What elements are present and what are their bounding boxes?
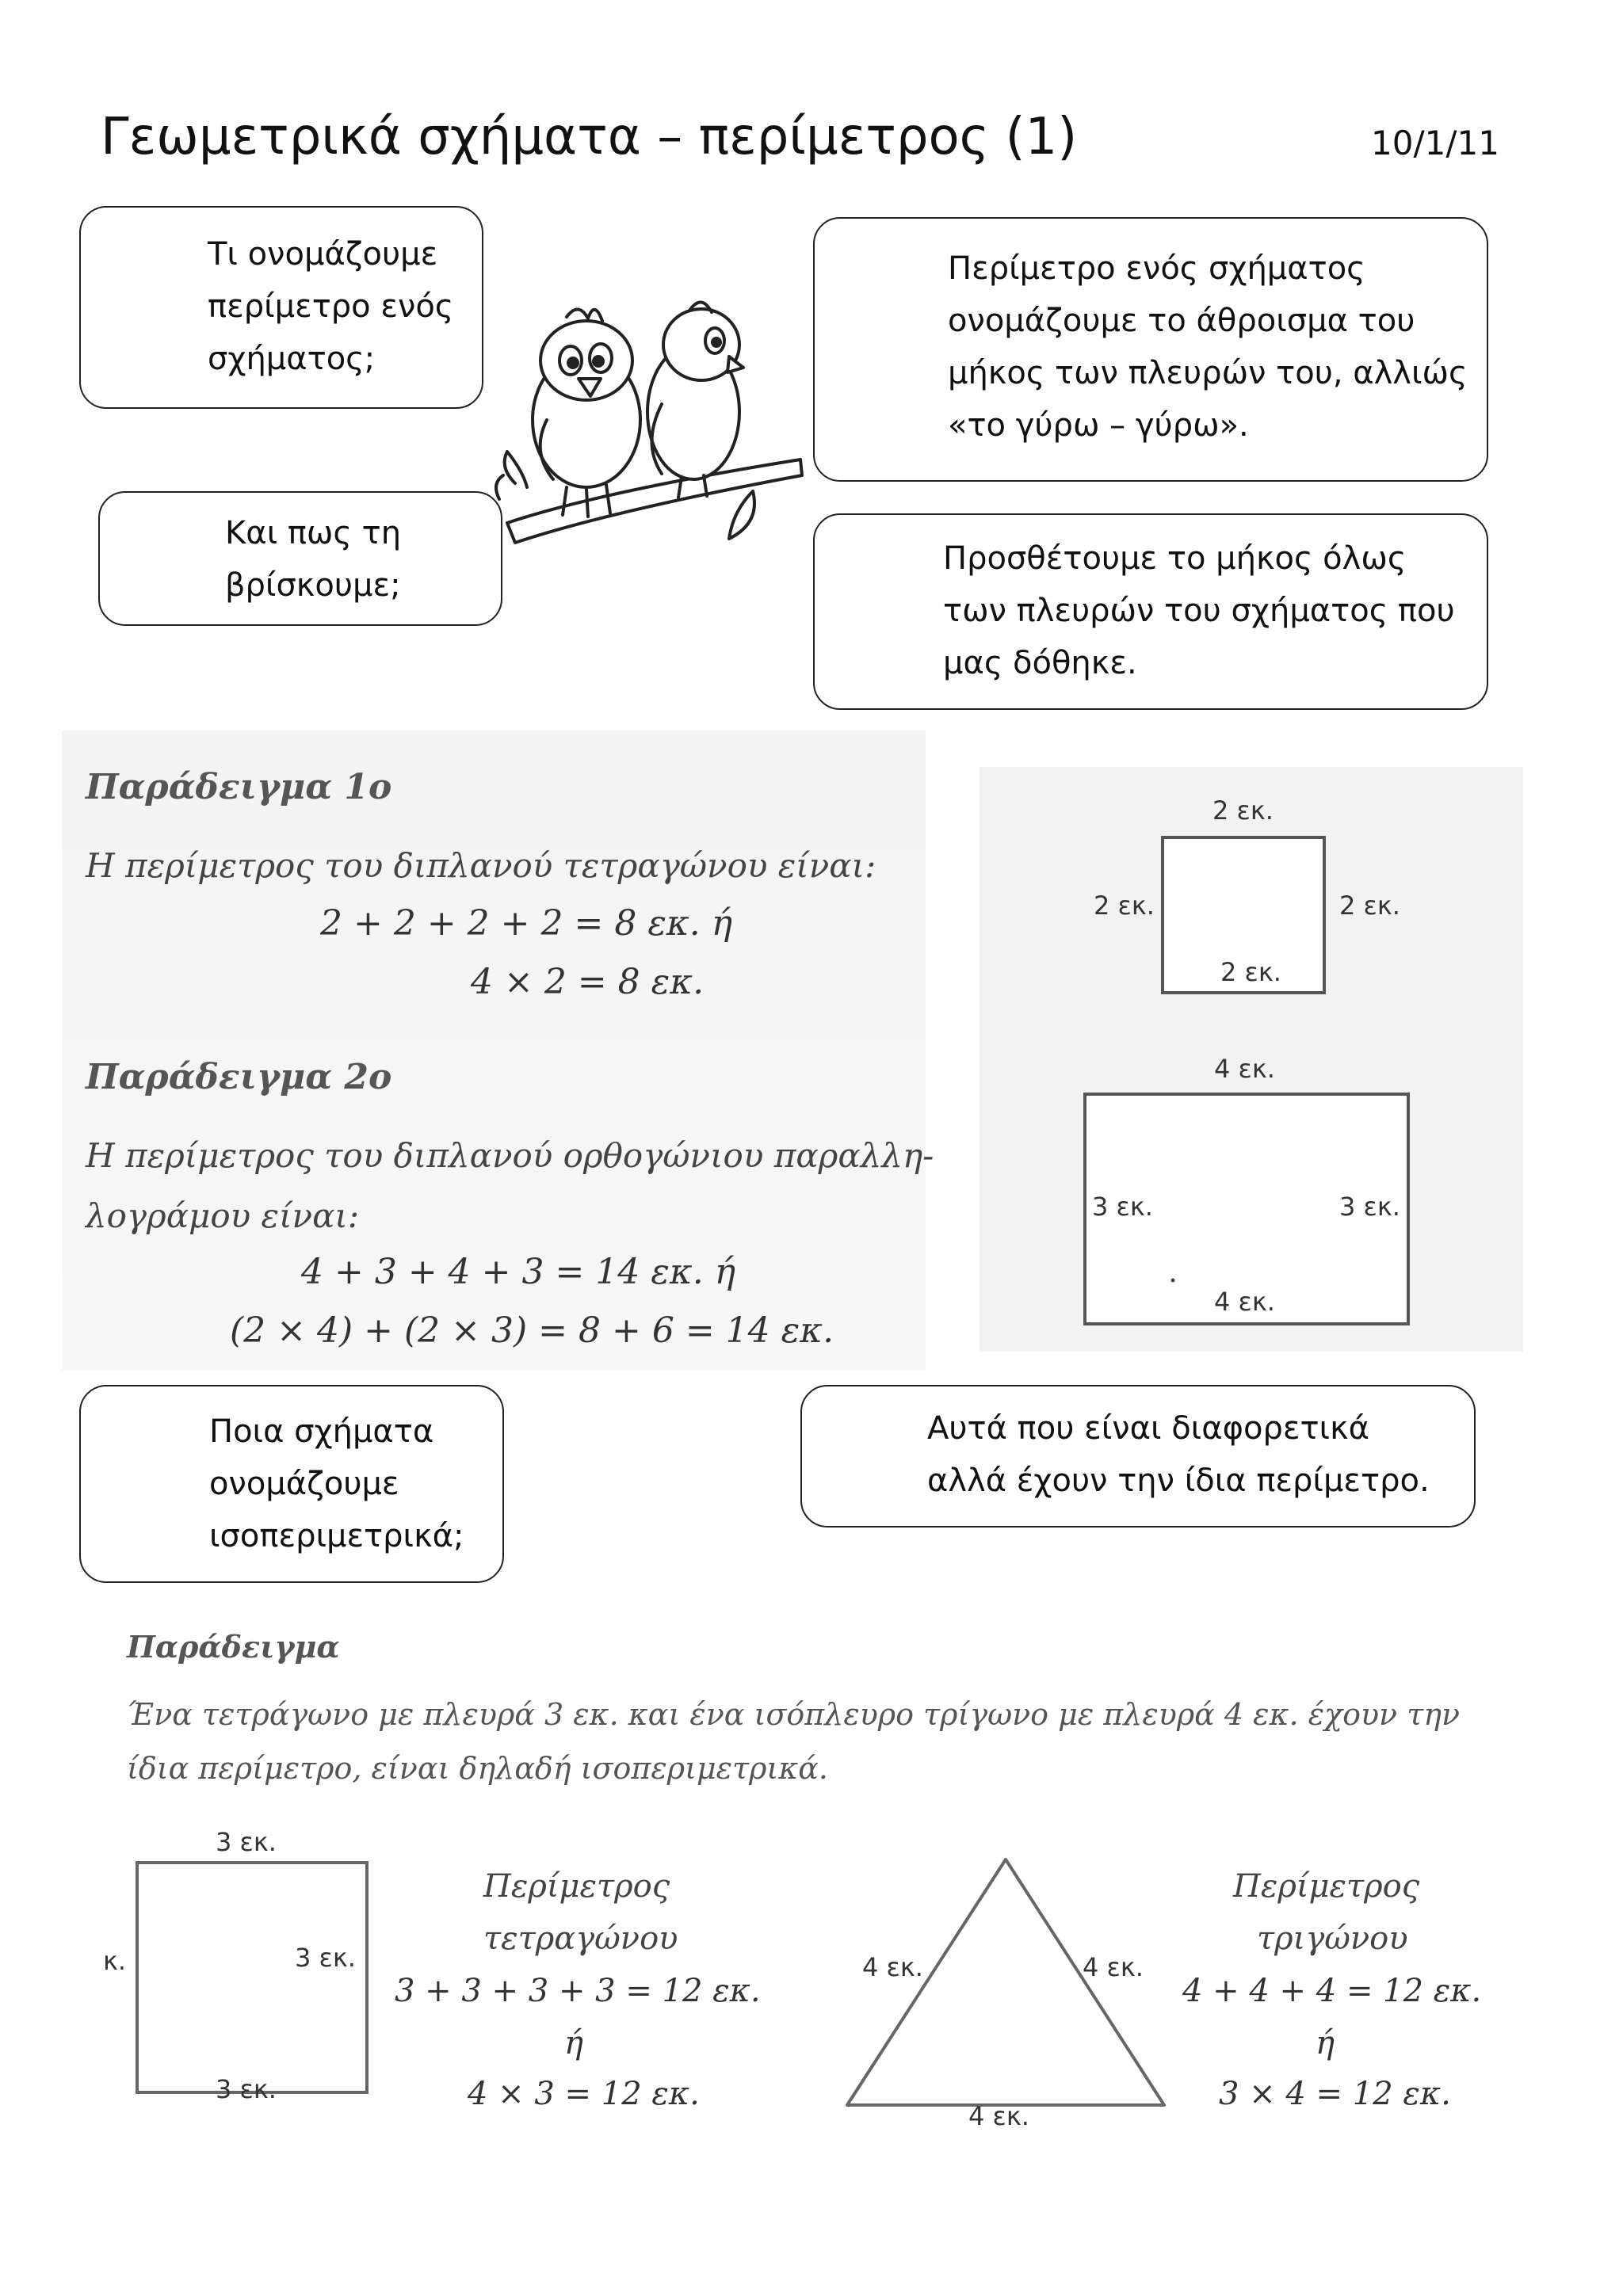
bubble-line: ισοπεριμετρικά; [209,1518,464,1554]
example1-equation-2: 4 × 2 = 8 εκ. [471,962,705,1002]
example1-text: Η περίμετρος του διπλανού τετραγώνου είναι: [86,846,876,885]
example3-heading: Παράδειγμα [127,1629,340,1665]
small-square-top-label: 2 εκ. [1212,795,1274,826]
page-title: Γεωμετρικά σχήματα – περίμετρος (1) [101,108,1078,166]
small-square-right-label: 2 εκ. [1339,891,1400,921]
example2-heading: Παράδειγμα 2ο [86,1057,392,1097]
example2-text-2: λογράμου είναι: [86,1196,360,1235]
example2-text-1: Η περίμετρος του διπλανού ορθογώνιου παραλλη- [86,1136,934,1175]
triangle-left-label: 4 εκ. [862,1952,923,1982]
bubble-line: Περίμετρο ενός σχήματος [948,250,1365,287]
small-square-left-label: 2 εκ. [1094,891,1155,921]
triangle-perimeter-equation-1: 4 + 4 + 4 = 12 εκ. [1182,1973,1482,2009]
page-date: 10/1/11 [1371,124,1499,162]
triangle-perimeter-or: ή [1316,2025,1335,2061]
example2-equation-2: (2 × 4) + (2 × 3) = 8 + 6 = 14 εκ. [230,1310,834,1351]
question-bubble-isoperimetric [79,1385,504,1583]
square-3cm-left-label: κ. [103,1946,127,1976]
bubble-line: «το γύρω – γύρω». [948,407,1249,444]
bubble-line: μήκος των πλευρών του, αλλιώς [948,355,1468,391]
bubble-line: Και πως τη [225,515,402,551]
square-perimeter-title-2: τετραγώνου [483,1920,678,1957]
bubble-line: Ποια σχήματα [209,1413,434,1450]
bubble-line: αλλά έχουν την ίδια περίμετρο. [927,1463,1430,1499]
bubble-line: των πλευρών του σχήματος που [943,593,1455,629]
bubble-line: Προσθέτουμε το μήκος όλως [943,540,1407,577]
example1-heading: Παράδειγμα 1ο [86,767,392,807]
equilateral-triangle-figure [843,1855,1168,2109]
bubble-line: σχήματος; [208,341,376,377]
rectangle-right-label: 3 εκ. [1339,1192,1400,1222]
square-3cm-figure [135,1860,369,2095]
question-bubble-how [98,491,502,626]
answer-bubble-isoperimetric [800,1385,1476,1527]
example1-equation-1: 2 + 2 + 2 + 2 = 8 εκ. ή [320,903,733,944]
example3-text-1: Ένα τετράγωνο με πλευρά 3 εκ. και ένα ισόπλευρο τρίγωνο με πλευρά 4 εκ. έχουν την [127,1697,1461,1732]
rectangle-left-label: 3 εκ. [1092,1192,1153,1222]
bubble-line: περίμετρο ενός [208,288,454,325]
square-3cm-top-label: 3 εκ. [216,1827,277,1857]
square-perimeter-equation-2: 4 × 3 = 12 εκ. [468,2076,700,2112]
bubble-line: ονομάζουμε [209,1466,399,1502]
answer-bubble-perimeter [813,217,1488,482]
triangle-right-label: 4 εκ. [1083,1952,1144,1982]
rectangle-top-label: 4 εκ. [1214,1054,1275,1084]
square-3cm-bottom-label: 3 εκ. [216,2074,277,2104]
birds-on-branch-illustration [491,285,808,555]
triangle-perimeter-equation-2: 3 × 4 = 12 εκ. [1219,2076,1451,2112]
bubble-line: Αυτά που είναι διαφορετικά [927,1410,1370,1447]
square-perimeter-title-1: Περίμετρος [483,1868,670,1905]
bubble-line: Τι ονομάζουμε [208,236,438,273]
triangle-perimeter-title-2: τριγώνου [1257,1920,1408,1957]
bubble-line: ονομάζουμε το άθροισμα του [948,303,1415,339]
square-3cm-right-label: 3 εκ. [295,1943,356,1973]
example2-equation-1: 4 + 3 + 4 + 3 = 14 εκ. ή [301,1252,736,1292]
answer-bubble-how [813,513,1488,710]
bubble-line: μας δόθηκε. [943,645,1137,681]
example3-text-2: ίδια περίμετρο, είναι δηλαδή ισοπεριμετρικά. [127,1751,828,1786]
triangle-bottom-label: 4 εκ. [968,2101,1029,2131]
question-bubble-perimeter [79,206,483,409]
square-perimeter-or: ή [564,2025,583,2061]
rectangle-bottom-label: 4 εκ. [1214,1287,1275,1317]
small-square-bottom-label: 2 εκ. [1220,957,1281,987]
bubble-line: βρίσκουμε; [225,567,401,604]
triangle-perimeter-title-1: Περίμετρος [1233,1868,1420,1905]
square-perimeter-equation-1: 3 + 3 + 3 + 3 = 12 εκ. [395,1973,761,2009]
